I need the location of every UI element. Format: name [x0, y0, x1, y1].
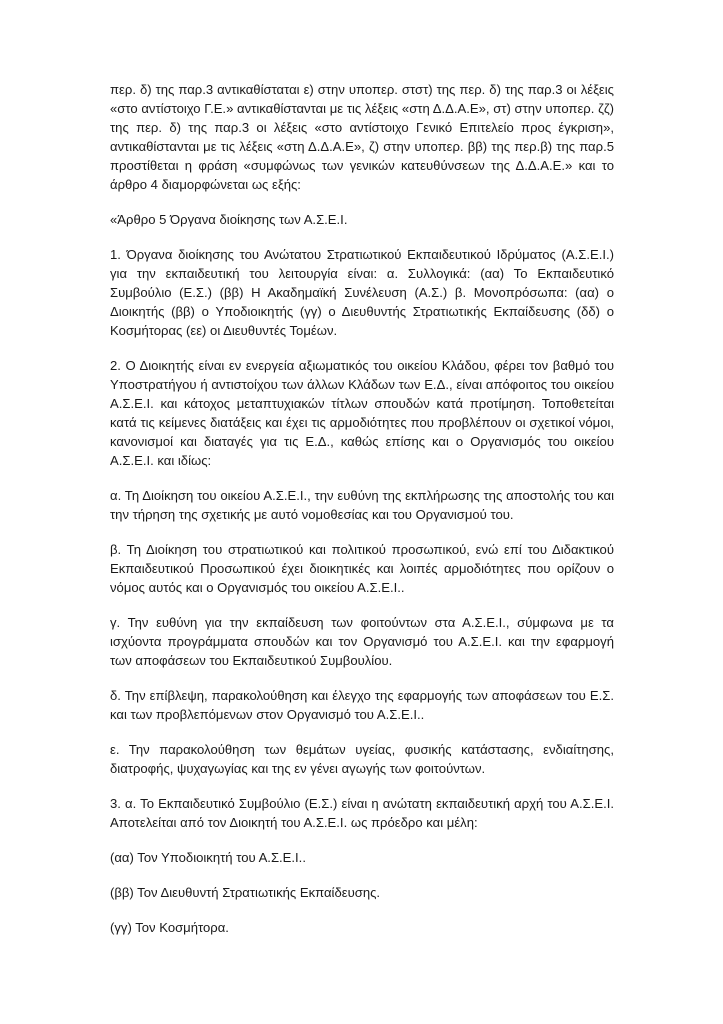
paragraph-2a: α. Τη Διοίκηση του οικείου Α.Σ.Ε.Ι., την ευθύνη της εκπλήρωσης της αποστολής του και την τήρηση της σχετικής με αυτό νομοθεσίας και του Οργανισμού του. — [110, 488, 614, 522]
paragraph-amendments: περ. δ) της παρ.3 αντικαθίσταται ε) στην υποπερ. στστ) της περ. δ) της παρ.3 οι λέξεις «στο αντίστοιχο Γ.Ε.» αντικαθίστανται με τις λέξεις «στη Δ.Δ.Α.Ε», στ) στην υποπερ. ζζ) της περ. δ) της παρ.3 οι λέξεις «στο αντίστοιχο Γενικό Επιτελείο προς έγκριση», αντικαθίστανται με τις λέξεις «στη Δ.Δ.Α.Ε», ζ) στην υποπερ. ββ) της περ.β) της παρ.5 προστίθεται η φράση «συμφώνως των γενικών κατευθύνσεων της Δ.Δ.Α.Ε.» και το άρθρο 4 διαμορφώνεται ως εξής: — [110, 82, 614, 192]
paragraph-2c: γ. Την ευθύνη για την εκπαίδευση των φοιτούντων στα Α.Σ.Ε.Ι., σύμφωνα με τα ισχύοντα προγράμματα σπουδών και τον Οργανισμό του Α.Σ.Ε.Ι. και την εφαρμογή των αποφάσεων του Εκπαιδευτικού Συμβουλίου. — [110, 615, 614, 668]
article-heading: «Άρθρο 5 Όργανα διοίκησης των Α.Σ.Ε.Ι. — [110, 212, 348, 227]
paragraph-3a: 3. α. Το Εκπαιδευτικό Συμβούλιο (Ε.Σ.) είναι η ανώτατη εκπαιδευτική αρχή του Α.Σ.Ε.Ι. Αποτελείται από τον Διοικητή του Α.Σ.Ε.Ι. ως πρόεδρο και μέλη: — [110, 796, 614, 830]
paragraph-1: 1. Όργανα διοίκησης του Ανώτατου Στρατιωτικού Εκπαιδευτικού Ιδρύματος (Α.Σ.Ε.Ι.) για την εκπαιδευτική του λειτουργία είναι: α. Συλλογικά: (αα) Το Εκπαιδευτικό Συμβούλιο (Ε.Σ.) (ββ) Η Ακαδημαϊκή Συνέλευση (Α.Σ.) β. Μονοπρόσωπα: (αα) ο Διοικητής (ββ) ο Υποδιοικητής (γγ) ο Διευθυντής Στρατιωτικής Εκπαίδευσης (δδ) ο Κοσμήτορας (εε) οι Διευθυντές Τομέων. — [110, 247, 614, 338]
paragraph-2: 2. Ο Διοικητής είναι εν ενεργεία αξιωματικός του οικείου Κλάδου, φέρει τον βαθμό του Υποστρατήγου ή αντιστοίχου των άλλων Κλάδων των Ε.Δ., είναι απόφοιτος του οικείου Α.Σ.Ε.Ι. και κάτοχος μεταπτυχιακών τίτλων σπουδών κατά προτίμηση. Τοποθετείται κατά τις κείμενες διατάξεις και έχει τις αρμοδιότητες που προβλέπουν οι σχετικοί νόμοι, κανονισμοί και διαταγές για τις Ε.Δ., καθώς επίσης και ο Οργανισμός του οικείου Α.Σ.Ε.Ι. και ιδίως: — [110, 358, 614, 468]
paragraph-2e: ε. Την παρακολούθηση των θεμάτων υγείας, φυσικής κατάστασης, ενδιαίτησης, διατροφής, ψυχαγωγίας και της εν γένει αγωγής των φοιτούντων. — [110, 742, 614, 776]
list-item-aa: (αα) Τον Υποδιοικητή του Α.Σ.Ε.Ι.. — [110, 850, 306, 865]
paragraph-2b: β. Τη Διοίκηση του στρατιωτικού και πολιτικού προσωπικού, ενώ επί του Διδακτικού Εκπαιδευτικού Προσωπικού έχει διοικητικές και λοιπές αρμοδιότητες που ορίζουν ο νόμος αυτός και ο Οργανισμός του οικείου Α.Σ.Ε.Ι.. — [110, 542, 614, 595]
list-item-bb: (ββ) Τον Διευθυντή Στρατιωτικής Εκπαίδευσης. — [110, 885, 381, 900]
document-page — [110, 80, 614, 953]
list-item-gg: (γγ) Τον Κοσμήτορα. — [110, 920, 229, 935]
paragraph-2d: δ. Την επίβλεψη, παρακολούθηση και έλεγχο της εφαρμογής των αποφάσεων του Ε.Σ. και των προβλεπόμενων στον Οργανισμό του Α.Σ.Ε.Ι.. — [110, 688, 614, 722]
